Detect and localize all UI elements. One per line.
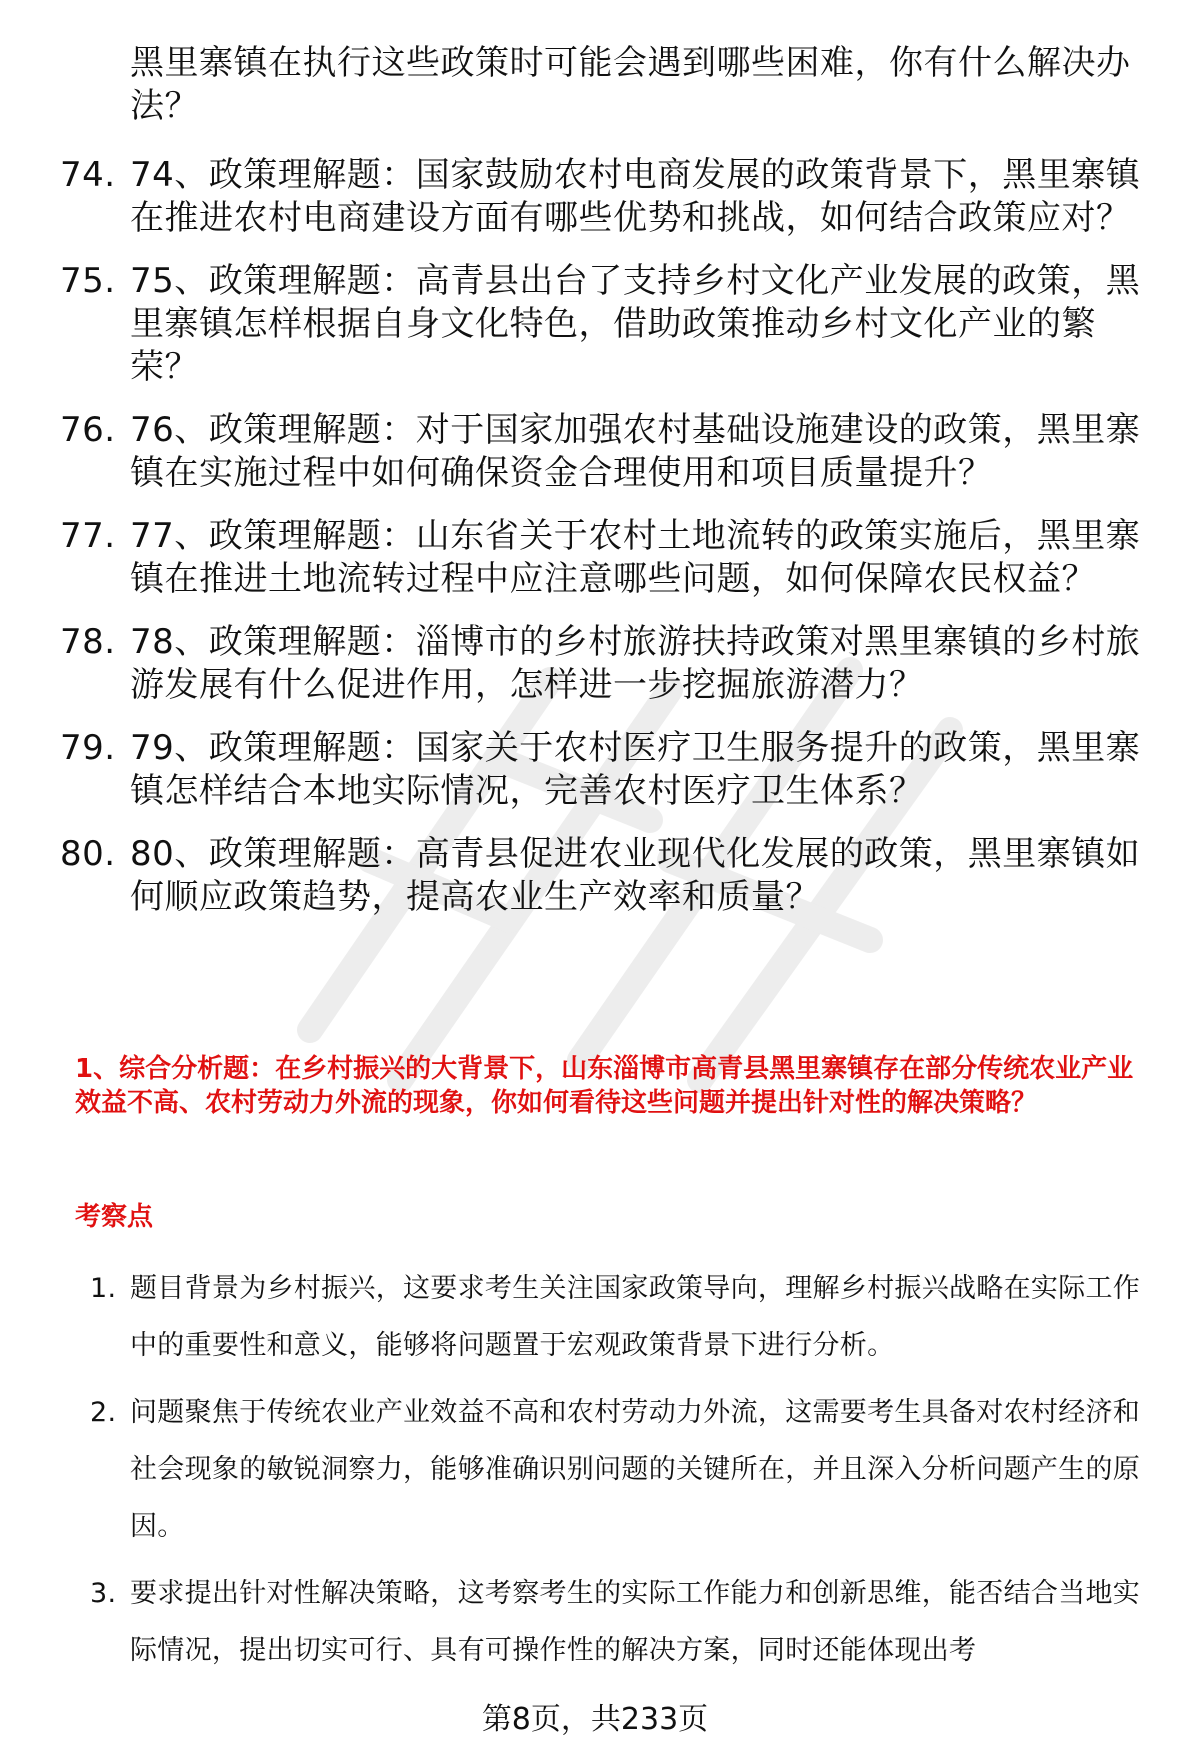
list-item-number: 1.: [90, 1273, 117, 1304]
list-item-text: 要求提出针对性解决策略，这考察考生的实际工作能力和创新思维，能否结合当地实际情况，提出切实可行、具有可操作性的解决方案，同时还能体现出考: [130, 1578, 1141, 1666]
section-label: 考察点: [75, 1202, 154, 1232]
list-item-text: 黑里寨镇在执行这些政策时可能会遇到哪些困难，你有什么解决办法？: [130, 43, 1131, 126]
list-item-number: 2.: [90, 1397, 117, 1428]
list-item-text: 77、政策理解题：山东省关于农村土地流转的政策实施后，黑里寨镇在推进土地流转过程中应注意哪些问题，如何保障农民权益？: [130, 516, 1141, 599]
list-item-number: 77.: [60, 516, 116, 556]
list-item: [90, 1384, 1155, 1555]
list-item-number: 3.: [90, 1578, 117, 1609]
list-item: [90, 1260, 1155, 1374]
key-points-list: [90, 1260, 1155, 1689]
list-item: [60, 515, 1155, 601]
list-item-text: 80、政策理解题：高青县促进农业现代化发展的政策，黑里寨镇如何顺应政策趋势，提高农业生产效率和质量？: [130, 834, 1141, 917]
list-item-number: 78.: [60, 622, 116, 662]
list-item-number: 80.: [60, 834, 116, 874]
list-item-number: 74.: [60, 155, 116, 195]
question-list: [60, 42, 1155, 939]
list-item: [60, 833, 1155, 919]
analysis-question-heading: 1、综合分析题：在乡村振兴的大背景下，山东淄博市高青县黑里寨镇存在部分传统农业产业效益不高、农村劳动力外流的现象，你如何看待这些问题并提出针对性的解决策略？: [75, 1054, 1134, 1118]
list-item-text: 75、政策理解题：高青县出台了支持乡村文化产业发展的政策，黑里寨镇怎样根据自身文化特色，借助政策推动乡村文化产业的繁荣？: [130, 261, 1141, 387]
list-item: [90, 1565, 1155, 1679]
list-item: [60, 154, 1155, 240]
list-item-text: 76、政策理解题：对于国家加强农村基础设施建设的政策，黑里寨镇在实施过程中如何确保资金合理使用和项目质量提升？: [130, 410, 1141, 493]
list-item: [60, 260, 1155, 389]
list-item: [60, 727, 1155, 813]
list-item-number: 75.: [60, 261, 116, 301]
list-item-text: 74、政策理解题：国家鼓励农村电商发展的政策背景下，黑里寨镇在推进农村电商建设方面有哪些优势和挑战，如何结合政策应对？: [130, 155, 1141, 238]
list-item-text: 问题聚焦于传统农业产业效益不高和农村劳动力外流，这需要考生具备对农村经济和社会现象的敏锐洞察力，能够准确识别问题的关键所在，并且深入分析问题产生的原因。: [130, 1397, 1141, 1542]
list-item-number: 79.: [60, 728, 116, 768]
list-item-continuation: [60, 42, 1155, 128]
page-footer: 第8页，共233页: [481, 1702, 709, 1737]
list-item-text: 79、政策理解题：国家关于农村医疗卫生服务提升的政策，黑里寨镇怎样结合本地实际情况，完善农村医疗卫生体系？: [130, 728, 1141, 811]
list-item-number: 76.: [60, 410, 116, 450]
list-item: [60, 621, 1155, 707]
list-item-text: 题目背景为乡村振兴，这要求考生关注国家政策导向，理解乡村振兴战略在实际工作中的重要性和意义，能够将问题置于宏观政策背景下进行分析。: [130, 1273, 1141, 1361]
list-item-text: 78、政策理解题：淄博市的乡村旅游扶持政策对黑里寨镇的乡村旅游发展有什么促进作用，怎样进一步挖掘旅游潜力？: [130, 622, 1141, 705]
list-item: [60, 409, 1155, 495]
